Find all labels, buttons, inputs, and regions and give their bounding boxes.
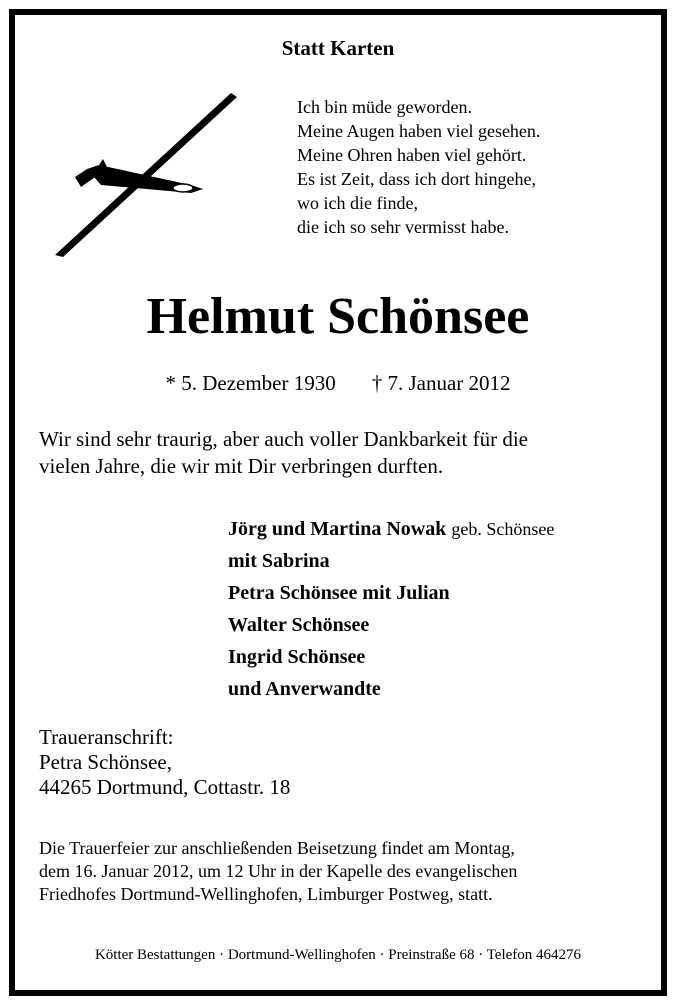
statement-line: Wir sind sehr traurig, aber auch voller Dankbarkeit für die <box>39 427 528 451</box>
funeral-line: Friedhofes Dortmund-Wellinghofen, Limburger Postweg, statt. <box>39 884 493 904</box>
birth-date: * 5. Dezember 1930 <box>165 371 336 395</box>
address-line: 44265 Dortmund, Cottastr. 18 <box>39 775 291 799</box>
funeral-line: Die Trauerfeier zur anschließenden Beisetzung findet am Montag, <box>39 838 515 858</box>
poem-line: Meine Ohren haben viel gehört. <box>297 145 527 165</box>
family-born-note: geb. Schönsee <box>451 519 555 539</box>
poem-line: Es ist Zeit, dass ich dort hingehe, <box>297 169 536 189</box>
family-line <box>228 513 554 545</box>
undertaker-footer: Kötter Bestattungen · Dortmund-Wellinghofen · Preinstraße 68 · Telefon 464276 <box>94 947 582 963</box>
funeral-info <box>39 837 517 906</box>
family-line: Petra Schönsee mit Julian <box>228 582 450 604</box>
glider-icon <box>41 89 237 259</box>
obituary-frame <box>9 9 667 996</box>
family-line: Walter Schönsee <box>228 614 370 636</box>
family-line: Ingrid Schönsee <box>228 646 366 668</box>
family-list <box>228 513 554 705</box>
funeral-line: dem 16. Januar 2012, um 12 Uhr in der Kapelle des evangelischen <box>39 861 518 881</box>
address-line: Petra Schönsee, <box>39 750 172 774</box>
poem-line: wo ich die finde, <box>297 193 418 213</box>
statement <box>39 426 528 480</box>
family-line: mit Sabrina <box>228 550 330 572</box>
poem-line: die ich so sehr vermisst habe. <box>297 217 509 237</box>
header-statt-karten: Statt Karten <box>281 36 395 60</box>
poem-line: Meine Augen haben viel gesehen. <box>297 121 541 141</box>
life-dates <box>15 371 661 396</box>
deceased-name: Helmut Schönsee <box>146 288 530 345</box>
death-date: † 7. Januar 2012 <box>371 371 511 395</box>
statement-line: vielen Jahre, die wir mit Dir verbringen durften. <box>39 454 444 478</box>
address-label: Traueranschrift: <box>39 725 174 749</box>
family-line: und Anverwandte <box>228 678 381 700</box>
poem-line: Ich bin müde geworden. <box>297 97 472 117</box>
poem <box>297 95 540 239</box>
mourning-address <box>39 725 290 800</box>
family-first-name: Jörg und Martina Nowak <box>228 518 447 540</box>
